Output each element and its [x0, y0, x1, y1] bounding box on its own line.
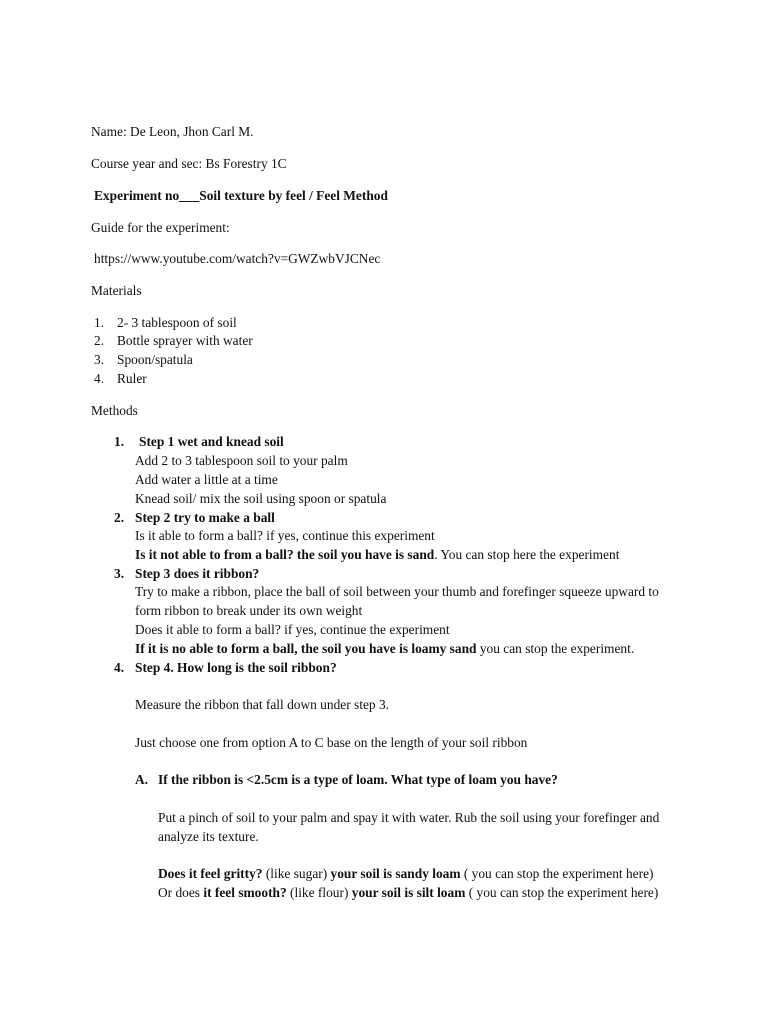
step-number: 2.	[114, 510, 125, 525]
step-number: 3.	[114, 566, 125, 581]
list-number: 1.	[94, 315, 105, 330]
list-number: 4.	[94, 371, 105, 386]
sandy-loam-line	[158, 866, 654, 882]
sand-result: Is it not able to from a ball? the soil you have is sand	[135, 547, 435, 562]
list-number: 2.	[94, 333, 105, 348]
list-text: Bottle sprayer with water	[117, 333, 253, 348]
student-name: Name: De Leon, Jhon Carl M.	[91, 124, 254, 139]
stop-note: you can stop the experiment.	[476, 641, 635, 656]
step-title: Step 3 does it ribbon?	[135, 566, 260, 581]
stop-note: ( you can stop the experiment here)	[460, 866, 654, 881]
guide-label: Guide for the experiment:	[91, 220, 230, 235]
silt-loam-line	[158, 885, 658, 901]
list-text: Spoon/spatula	[117, 352, 193, 367]
guide-url: https://www.youtube.com/watch?v=GWZwbVJCNec	[94, 251, 381, 266]
stop-note: . You can stop here the experiment	[434, 547, 620, 562]
smooth-hint: (like flour)	[286, 885, 352, 900]
silt-loam-result: your soil is silt loam	[351, 885, 466, 900]
experiment-title: Experiment no___Soil texture by feel / Feel Method	[94, 188, 388, 203]
step-line: Just choose one from option A to C base on the length of your soil ribbon	[135, 735, 528, 750]
methods-heading: Methods	[91, 403, 138, 418]
sandy-loam-result: your soil is sandy loam	[330, 866, 461, 881]
option-line: analyze its texture.	[158, 829, 259, 844]
stop-note: ( you can stop the experiment here)	[465, 885, 659, 900]
option-line: Put a pinch of soil to your palm and spay it with water. Rub the soil using your forefinger and	[158, 810, 660, 825]
gritty-question: Does it feel gritty?	[158, 866, 263, 881]
step-number: 1.	[114, 434, 125, 449]
step-line: Is it able to form a ball? if yes, continue this experiment	[135, 528, 435, 543]
step-line: Measure the ribbon that fall down under step 3.	[135, 697, 389, 712]
step-line: Add water a little at a time	[135, 472, 278, 487]
step-line: Knead soil/ mix the soil using spoon or spatula	[135, 491, 387, 506]
loamy-sand-result: If it is no able to form a ball, the soil you have is loamy sand	[135, 641, 477, 656]
smooth-question: it feel smooth?	[203, 885, 287, 900]
step-line	[135, 641, 634, 657]
step-line	[135, 547, 619, 563]
course-section: Course year and sec: Bs Forestry 1C	[91, 156, 287, 171]
step-line: Try to make a ribbon, place the ball of soil between your thumb and forefinger squeeze upward to	[135, 584, 659, 599]
list-text: Ruler	[117, 371, 147, 386]
step-title: Step 2 try to make a ball	[135, 510, 275, 525]
list-text: 2- 3 tablespoon of soil	[117, 315, 237, 330]
step-line: Add 2 to 3 tablespoon soil to your palm	[135, 453, 348, 468]
step-line: Does it able to form a ball? if yes, continue the experiment	[135, 622, 450, 637]
step-title: Step 4. How long is the soil ribbon?	[135, 660, 337, 675]
step-line: form ribbon to break under its own weight	[135, 603, 363, 618]
option-letter: A.	[135, 772, 149, 787]
gritty-hint: (like sugar)	[262, 866, 331, 881]
materials-heading: Materials	[91, 283, 142, 298]
option-title: If the ribbon is <2.5cm is a type of loam. What type of loam you have?	[158, 772, 558, 787]
or-text: Or does	[158, 885, 204, 900]
step-number: 4.	[114, 660, 125, 675]
step-title: Step 1 wet and knead soil	[139, 434, 284, 449]
list-number: 3.	[94, 352, 105, 367]
